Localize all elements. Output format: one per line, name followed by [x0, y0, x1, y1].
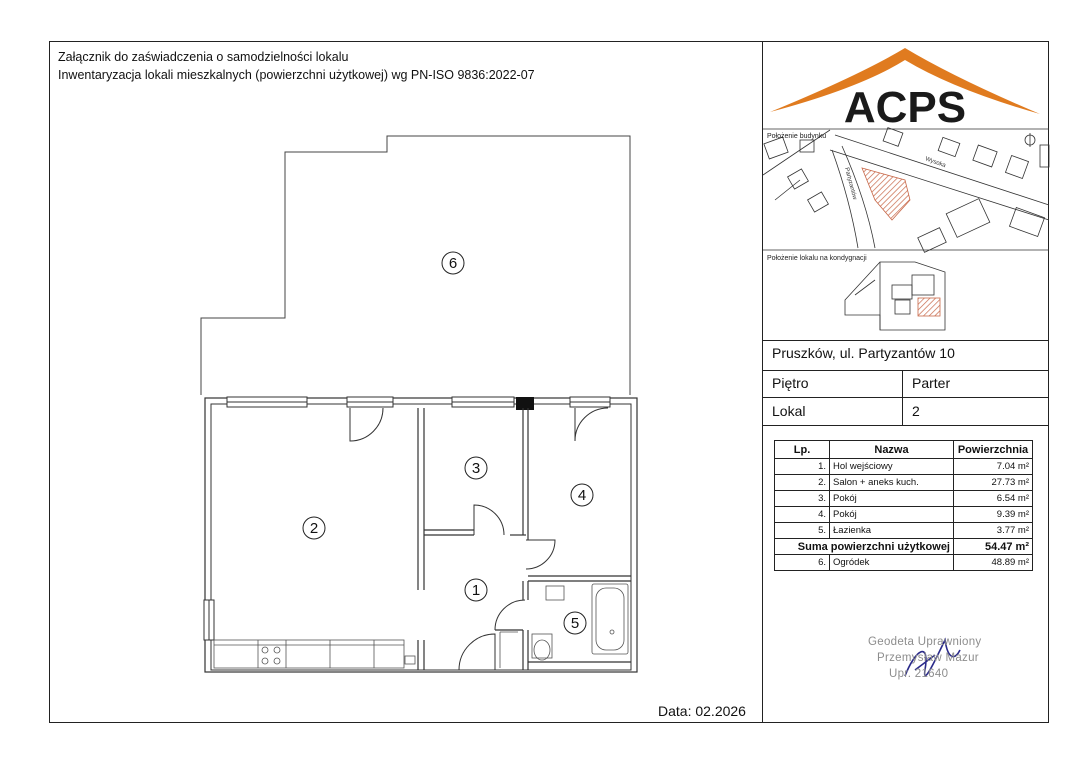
drawing-date: Data: 02.2026 [658, 703, 746, 719]
unit-label: Lokal [772, 403, 806, 419]
acps-logo [770, 48, 1040, 132]
location-map [763, 128, 1049, 253]
area-table [774, 440, 1033, 571]
address: Pruszków, ul. Partyzantów 10 [772, 345, 955, 361]
room-1-label: 1 [471, 582, 481, 599]
logo-text: ACPS [843, 83, 967, 132]
floor-position-map [845, 262, 945, 330]
windows [204, 397, 610, 640]
kitchen-counter [214, 640, 415, 668]
room-3-label: 3 [471, 460, 481, 477]
table-row: 3. Pokój 6.54 m² [775, 491, 1033, 507]
floor-map-title: Położenie lokalu na kondygnacji [767, 255, 867, 262]
room-2-label: 2 [309, 520, 319, 537]
street-partyzantow: Partyzantów [843, 166, 858, 201]
floor-value: Parter [912, 375, 951, 391]
interior-walls [418, 408, 631, 670]
table-row: 4. Pokój 9.39 m² [775, 507, 1033, 523]
stamp-line3: Upr. 21640 [889, 668, 949, 680]
garden-outline [201, 136, 630, 395]
room-4-label: 4 [577, 487, 587, 504]
table-row: 1. Hol wejściowy 7.04 m² [775, 459, 1033, 475]
door-swings [350, 408, 608, 670]
col-lp: Lp. [775, 441, 830, 459]
col-name: Nazwa [830, 441, 954, 459]
header-title: Załącznik do zaświadczenia o samodzielności lokalu [58, 50, 349, 64]
stamp-line1: Geodeta Uprawniony [868, 636, 982, 648]
floor-label: Piętro [772, 375, 809, 391]
unit-value: 2 [912, 403, 920, 419]
table-row: 6. Ogródek 48.89 m² [775, 555, 1033, 571]
table-sum-row: Suma powierzchni użytkowej 54.47 m² [775, 539, 1033, 555]
stamp-line2: Przemysław Mazur [877, 652, 979, 664]
location-map-title: Położenie budynku [767, 133, 827, 140]
table-row: 2. Salon + aneks kuch. 27.73 m² [775, 475, 1033, 491]
header-subtitle: Inwentaryzacja lokali mieszkalnych (powierzchni użytkowej) wg PN-ISO 9836:2022-07 [58, 68, 535, 82]
col-area: Powierzchnia [954, 441, 1033, 459]
ventilation-shaft [516, 397, 534, 410]
room-6-label: 6 [448, 255, 458, 272]
street-wysoka: Wysoka [924, 156, 947, 170]
room-5-label: 5 [570, 615, 580, 632]
room-labels [303, 252, 593, 634]
table-row: 5. Łazienka 3.77 m² [775, 523, 1033, 539]
unit-row [763, 397, 1049, 426]
